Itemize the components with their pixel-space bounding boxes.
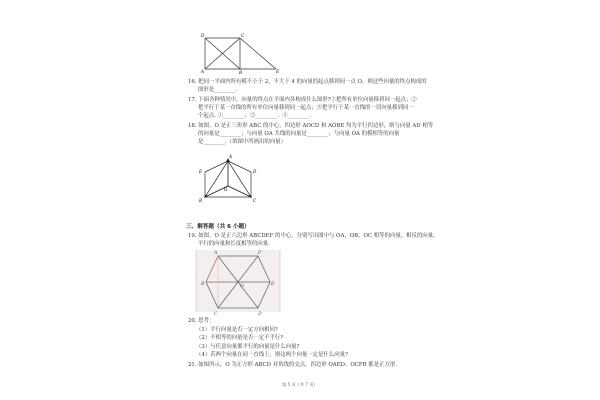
q16-line2: 图形是________. bbox=[198, 87, 238, 93]
fig18-label-B: B bbox=[199, 198, 203, 203]
fig18-label-O: O bbox=[224, 187, 228, 192]
section-heading: 三、解答题（共 6 小题） bbox=[186, 224, 250, 230]
hex-label-D: D bbox=[258, 312, 262, 317]
hex-label-F: F bbox=[258, 251, 262, 256]
hex-label-B: B bbox=[201, 282, 205, 287]
q20-item4: （4）若两个向量在同一直线上，则这两个向量一定是什么向量? bbox=[196, 352, 348, 358]
hex-label-E: E bbox=[271, 282, 275, 287]
q17-line3: 个起点. ①________；②________；③________. bbox=[198, 113, 311, 119]
q17-line2: 把平行于某一直线的所有单位向量移到同一起点；③把平行于某一直线的一切向量移到同一 bbox=[198, 105, 414, 111]
hex-label-O: O bbox=[240, 284, 244, 289]
q20-title: 20. 思考： bbox=[188, 318, 215, 324]
q16-line1: 16. 把同一平面内所有模不小于 2，不大于 4 的向量的起点移到同一点 O，则这些向量的终点构成的 bbox=[188, 79, 427, 85]
q18-line3: 是________.（填图中所画出的向量） bbox=[198, 139, 286, 145]
q18-line2: 的向量是________；与向量 OA 共线的向量是________；与向量 OA 的模相等的向量 bbox=[198, 131, 400, 137]
q17-line1: 17. 下面各种情况中，向量的终点在平面内各构成什么图形?①把所有单位向量移到同一起点；② bbox=[188, 97, 417, 103]
q18-line1: 18. 如图，O 是正三角形 ABC 的中心，四边形 AOCD 和 AOBE 均为平行四边形，则与向量 AD 相等 bbox=[188, 123, 434, 129]
label-E: E bbox=[276, 69, 280, 74]
q20-item3: （3）与任意向量都平行的向量是什么向量? bbox=[196, 344, 300, 350]
q19-line2: 平行的向量和长度相等的向量. bbox=[198, 241, 270, 247]
hex-label-A: A bbox=[214, 251, 218, 256]
fig18-label-E: E bbox=[199, 169, 203, 174]
page-footer: 第 5 页（共 7 页） bbox=[282, 382, 318, 387]
q20-item1: （1）平行向量是否一定方向相同? bbox=[196, 327, 278, 333]
label-B: B bbox=[239, 70, 243, 75]
fig18-label-C: C bbox=[253, 198, 257, 203]
hex-label-C: C bbox=[214, 312, 218, 317]
fig18-label-D: D bbox=[253, 169, 257, 174]
label-A: A bbox=[201, 69, 205, 74]
fig18-label-A: A bbox=[229, 154, 233, 159]
q20-item2: （2）不相等的向量是否一定不平行? bbox=[196, 335, 284, 341]
label-D: D bbox=[201, 33, 205, 38]
q21-text: 21. 如图所示，O 为正方形 ABCD 对角线的交点，四边形 OAED、OCFB 都是正方形. bbox=[188, 362, 397, 368]
label-C: C bbox=[241, 33, 245, 38]
q19-line1: 19. 如图，O 是正六边形 ABCDEF 的中心，分别写出图中与 OA，OB，OC 相等的向量、相反的向量、 bbox=[188, 233, 439, 239]
